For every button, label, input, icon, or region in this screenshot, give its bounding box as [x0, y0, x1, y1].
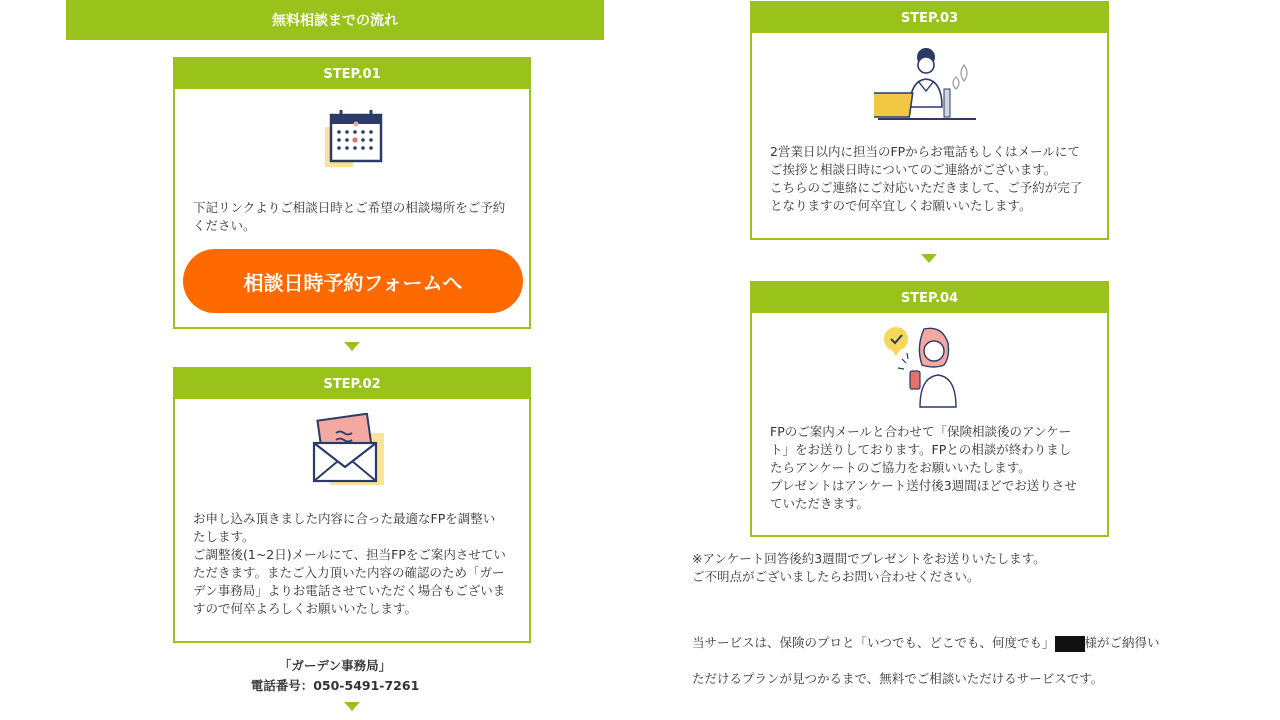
- step-03-text: 2営業日以内に担当のFPからお電話もしくはメールにて ご挨拶と相談日時についてのご連絡がございます。 こちらのご連絡にご対応いただきまして、ご予約が完了 となりますので何卒宜しくお願いいたします。: [770, 144, 1083, 213]
- service-text-part1: 当サービスは、保険のプロと「いつでも、どこでも、何度でも」: [692, 635, 1055, 650]
- chevron-down-icon: [921, 254, 937, 263]
- redacted-name: [1055, 636, 1085, 652]
- step-03-label: STEP.03: [752, 3, 1107, 33]
- reservation-form-button[interactable]: 相談日時予約フォームへ: [183, 249, 523, 313]
- section-title: 無料相談までの流れ: [66, 0, 604, 40]
- operator-icon: [874, 41, 984, 129]
- step-02-card: [173, 367, 531, 643]
- calendar-icon: [323, 107, 387, 175]
- step-03-card: [750, 1, 1109, 240]
- service-text-part2: 様がご納得い: [1084, 635, 1160, 650]
- step-01-label: STEP.01: [175, 59, 529, 89]
- step-04-text: FPのご案内メールと合わせて「保険相談後のアンケー ト」をお送りしております。FPとの相談が終わりまし たらアンケートのご協力をお願いいたします。 プレゼントはアンケート送付後3週間ほどでお送りさせ ていただきます。: [770, 424, 1077, 511]
- contact-name: 「ガーデン事務局」: [278, 658, 392, 673]
- smartphone-woman-icon: [880, 323, 970, 413]
- present-note: ※アンケート回答後約3週間でプレゼントをお送りいたします。 ご不明点がございましたらお問い合わせください。: [692, 551, 1046, 584]
- contact-phone: 電話番号：050-5491-7261: [250, 678, 420, 693]
- step-01-text: 下記リンクよりご相談日時とご希望の相談場所をご予約 ください。: [193, 200, 506, 233]
- chevron-down-icon: [344, 342, 360, 351]
- service-text-part3: ただけるプランが見つかるまで、無料でご相談いただけるサービスです。: [692, 671, 1104, 686]
- step-02-label: STEP.02: [175, 369, 529, 399]
- step-04-label: STEP.04: [752, 283, 1107, 313]
- step-02-text: お申し込み頂きました内容に合った最適なFPを調整い たします。 ご調整後(1~2日)メールにて、担当FPをご案内させてい ただきます。またご入力頂いた内容の確認のため「ガー デン事務局」よりお電話させていただく場合もございま すので何卒よろしくお願いいたします。: [193, 511, 506, 616]
- service-description: [692, 616, 1192, 688]
- step-04-card: [750, 281, 1109, 537]
- chevron-down-icon: [344, 702, 360, 711]
- envelope-icon: [310, 413, 390, 493]
- step-01-card: [173, 57, 531, 329]
